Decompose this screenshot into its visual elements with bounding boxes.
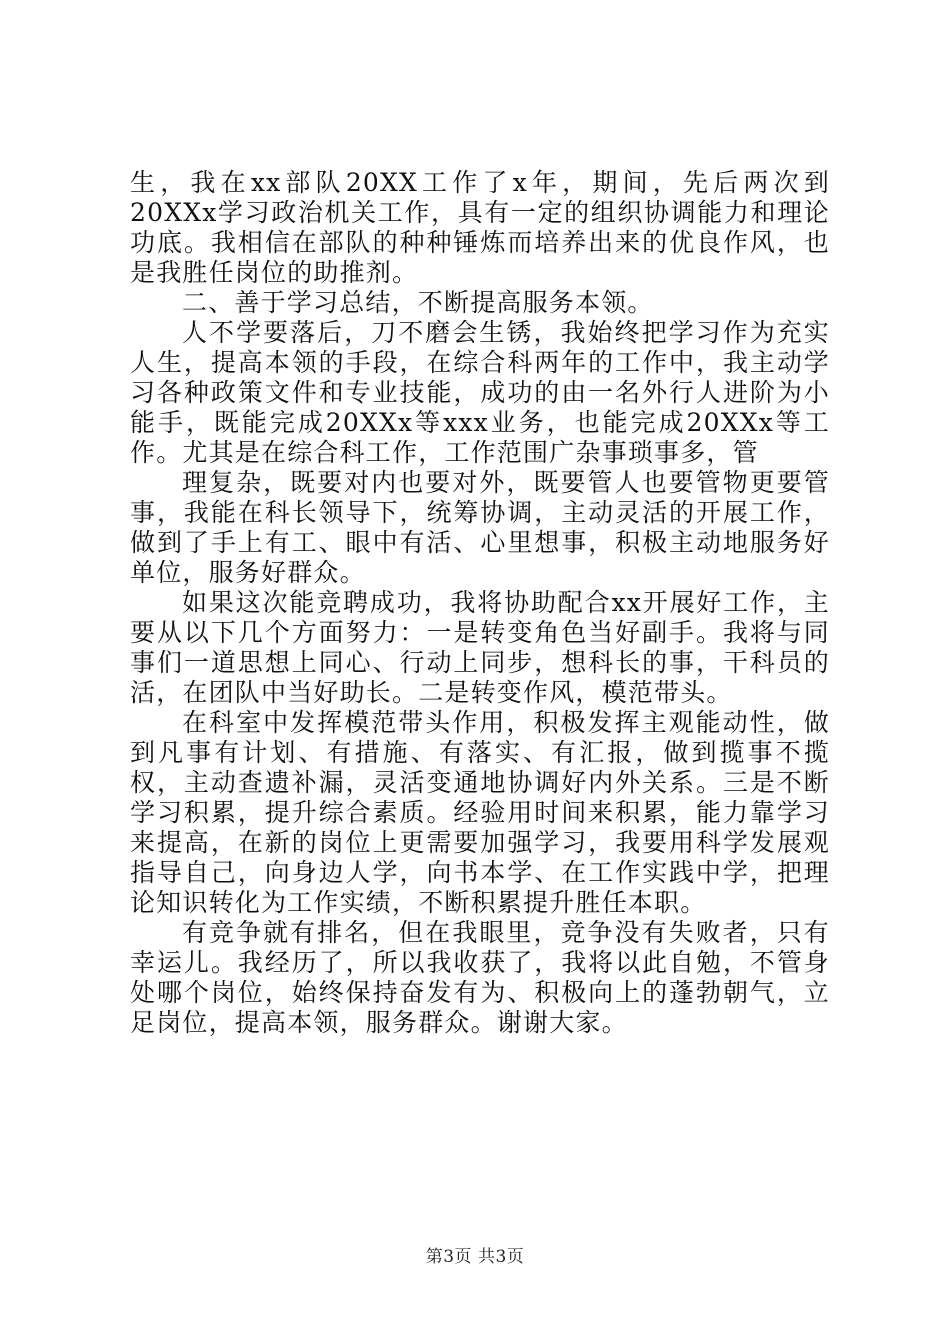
paragraph-6: 在科室中发挥模范带头作用，积极发挥主观能动性，做到凡事有计划、有措施、有落实、有汇报，做到揽事不揽权，主动查遗补漏，灵活变通地协调好内外关系。三是不断学习积累，提升综合素质。经验用时间来积累，能力靠学习来提高，在新的岗位上更需要加强学习，我要用科学发展观指导自己，向身边人学，向书本学、在工作实践中学，把理论知识转化为工作实绩，不断积累提升胜任本职。 <box>130 708 830 917</box>
paragraph-4: 理复杂，既要对内也要对外，既要管人也要管物更要管事，我能在科长领导下，统筹协调，主动灵活的开展工作，做到了手上有工、眼中有活、心里想事，积极主动地服务好单位，服务好群众。 <box>130 468 830 587</box>
paragraph-3: 人不学要落后，刀不磨会生锈，我始终把学习作为充实人生，提高本领的手段，在综合科两年的工作中，我主动学习各种政策文件和专业技能，成功的由一名外行人进阶为小能手，既能完成20XXx等xxx业务，也能完成20XXx等工作。尤其是在综合科工作，工作范围广杂事琐事多，管 <box>130 318 830 467</box>
paragraph-2-heading: 二、善于学习总结，不断提高服务本领。 <box>182 288 654 317</box>
paragraph-1: 生，我在xx部队20XX工作了x年，期间，先后两次到20XXx学习政治机关工作，具有一定的组织协调能力和理论功底。我相信在部队的种种锤炼而培养出来的优良作风，也是我胜任岗位的助推剂。 <box>130 168 830 287</box>
page-number-label: 第3页 共3页 <box>425 1247 525 1267</box>
paragraph-7: 有竞争就有排名，但在我眼里，竞争没有失败者，只有幸运儿。我经历了，所以我收获了，我将以此自勉，不管身处哪个岗位，始终保持奋发有为、积极向上的蓬勃朝气，立足岗位，提高本领，服务群众。谢谢大家。 <box>130 918 830 1037</box>
page-footer <box>0 1242 950 1267</box>
paragraph-5: 如果这次能竞聘成功，我将协助配合xx开展好工作，主要从以下几个方面努力：一是转变角色当好副手。我将与同事们一道思想上同心、行动上同步，想科长的事，干科员的活，在团队中当好助长。二是转变作风，模范带头。 <box>130 588 830 707</box>
document-body <box>130 168 830 1038</box>
